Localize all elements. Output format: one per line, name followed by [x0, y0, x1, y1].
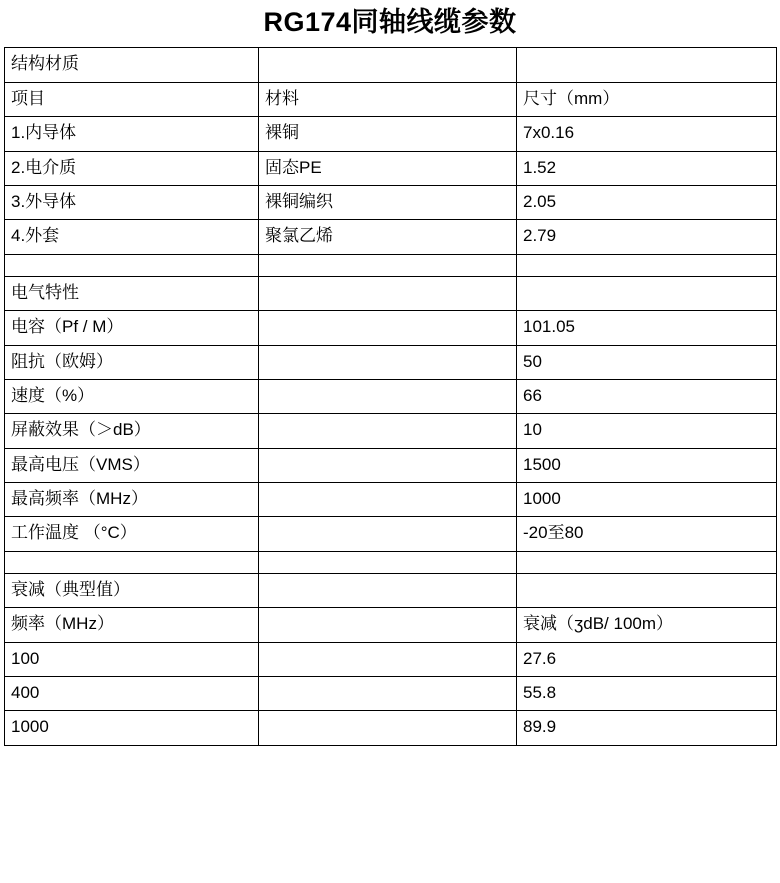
table-row — [5, 448, 777, 482]
cell-value: 10 — [517, 414, 777, 448]
cell-property: 最高电压（VMS） — [5, 448, 259, 482]
section-heading-structure: 结构材质 — [5, 48, 259, 82]
cell-frequency: 100 — [5, 642, 259, 676]
spacer-cell — [5, 551, 259, 573]
cell-item: 4.外套 — [5, 220, 259, 254]
cell-property: 电容（Pf / M） — [5, 311, 259, 345]
cell-size: 1.52 — [517, 151, 777, 185]
cell-frequency: 1000 — [5, 711, 259, 745]
cell-material: 固态PE — [259, 151, 517, 185]
cell-empty — [259, 677, 517, 711]
cell-empty — [259, 517, 517, 551]
cell-material: 裸铜编织 — [259, 185, 517, 219]
cell-property: 工作温度 （°C） — [5, 517, 259, 551]
section-header-attenuation — [5, 573, 777, 607]
cell-item: 2.电介质 — [5, 151, 259, 185]
parameters-table — [4, 47, 777, 745]
cell-value: 1000 — [517, 483, 777, 517]
table-header-row-structure — [5, 82, 777, 116]
table-header-row-attenuation — [5, 608, 777, 642]
cell-value: -20至80 — [517, 517, 777, 551]
spacer-cell — [517, 254, 777, 276]
column-header-blank — [259, 608, 517, 642]
cell-item: 1.内导体 — [5, 117, 259, 151]
table-row — [5, 311, 777, 345]
table-row — [5, 483, 777, 517]
cell-empty — [259, 711, 517, 745]
cell-property: 阻抗（欧姆） — [5, 345, 259, 379]
column-header-attenuation: 衰减（ʒdB/ 100m） — [517, 608, 777, 642]
table-row — [5, 151, 777, 185]
spacer-cell — [5, 254, 259, 276]
column-header-size: 尺寸（mm） — [517, 82, 777, 116]
section-heading-electrical-pad-2 — [517, 276, 777, 310]
section-heading-attenuation-pad-1 — [259, 573, 517, 607]
cell-value: 50 — [517, 345, 777, 379]
section-heading-electrical-pad-1 — [259, 276, 517, 310]
spacer-cell — [259, 551, 517, 573]
cell-material: 聚氯乙烯 — [259, 220, 517, 254]
cell-value: 66 — [517, 379, 777, 413]
section-heading-electrical: 电气特性 — [5, 276, 259, 310]
cell-empty — [259, 483, 517, 517]
section-heading-attenuation: 衰减（典型值） — [5, 573, 259, 607]
table-row — [5, 677, 777, 711]
page-title: RG174同轴线缆参数 — [263, 7, 517, 37]
cell-empty — [259, 642, 517, 676]
cell-size: 2.05 — [517, 185, 777, 219]
cell-empty — [259, 448, 517, 482]
section-heading-attenuation-pad-2 — [517, 573, 777, 607]
cell-property: 屏蔽效果（＞dB） — [5, 414, 259, 448]
spacer-cell — [259, 254, 517, 276]
table-row — [5, 379, 777, 413]
section-heading-structure-pad-2 — [517, 48, 777, 82]
table-row — [5, 642, 777, 676]
column-header-frequency: 频率（MHz） — [5, 608, 259, 642]
table-row — [5, 414, 777, 448]
section-heading-structure-pad-1 — [259, 48, 517, 82]
cell-item: 3.外导体 — [5, 185, 259, 219]
section-header-structure — [5, 48, 777, 82]
table-row — [5, 345, 777, 379]
table-row — [5, 517, 777, 551]
cell-size: 2.79 — [517, 220, 777, 254]
cell-attenuation: 27.6 — [517, 642, 777, 676]
cell-empty — [259, 414, 517, 448]
table-row — [5, 220, 777, 254]
cell-size: 7x0.16 — [517, 117, 777, 151]
cell-value: 101.05 — [517, 311, 777, 345]
cell-property: 速度（%） — [5, 379, 259, 413]
spacer-row — [5, 254, 777, 276]
cell-property: 最高频率（MHz） — [5, 483, 259, 517]
table-row — [5, 117, 777, 151]
cell-empty — [259, 311, 517, 345]
cell-empty — [259, 379, 517, 413]
cell-frequency: 400 — [5, 677, 259, 711]
cell-material: 裸铜 — [259, 117, 517, 151]
column-header-material: 材料 — [259, 82, 517, 116]
table-row — [5, 185, 777, 219]
cell-attenuation: 55.8 — [517, 677, 777, 711]
cell-attenuation: 89.9 — [517, 711, 777, 745]
table-row — [5, 711, 777, 745]
cell-empty — [259, 345, 517, 379]
spacer-cell — [517, 551, 777, 573]
column-header-item: 项目 — [5, 82, 259, 116]
spacer-row — [5, 551, 777, 573]
section-header-electrical — [5, 276, 777, 310]
cell-value: 1500 — [517, 448, 777, 482]
